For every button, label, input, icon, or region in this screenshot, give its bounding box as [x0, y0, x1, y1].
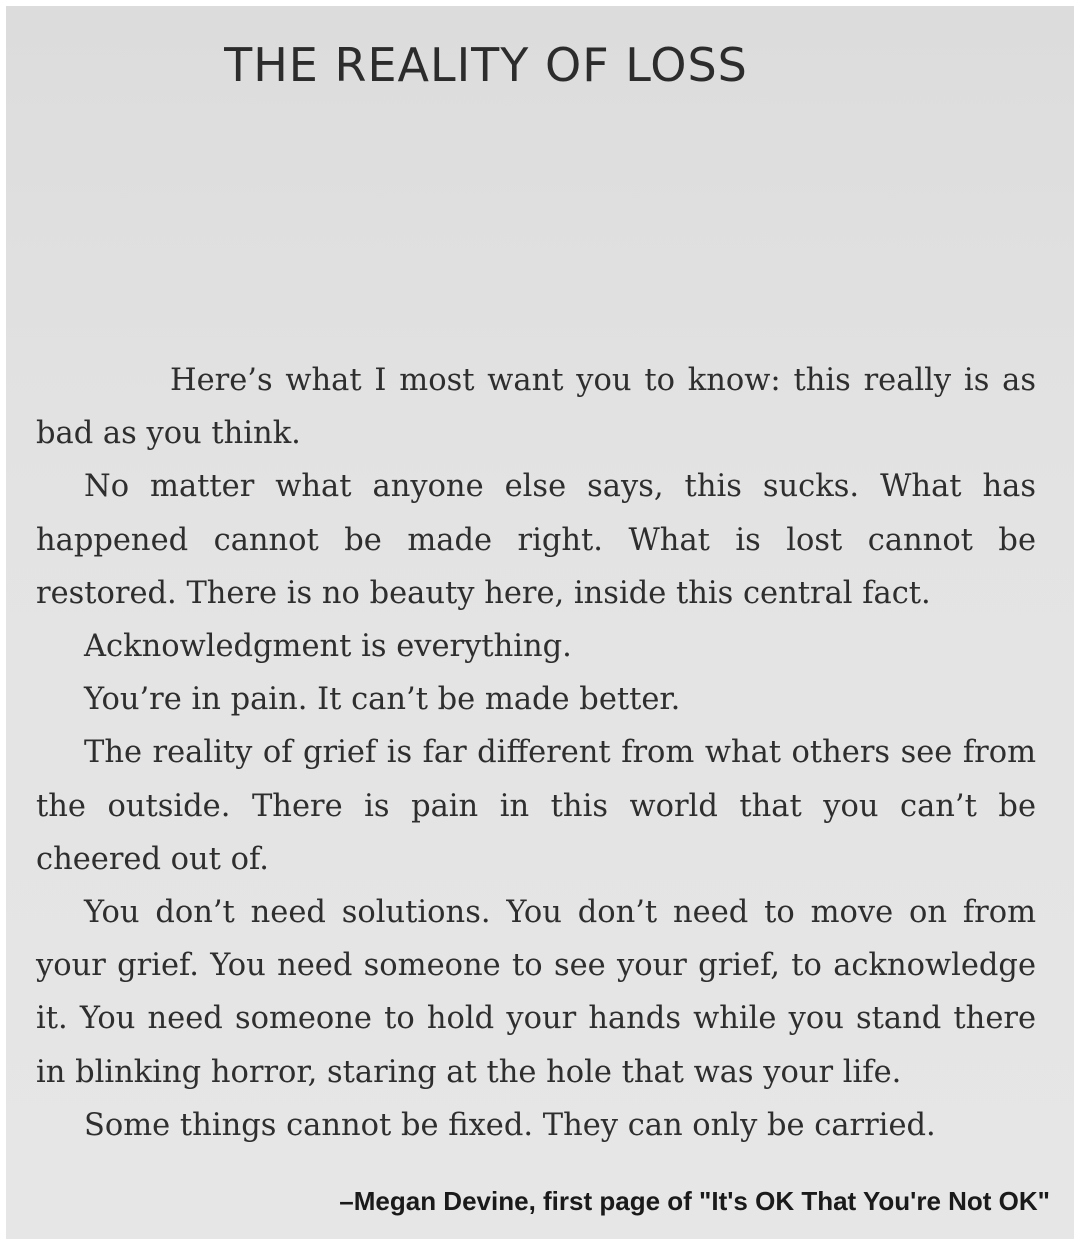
paragraph: Acknowledgment is everything. — [84, 629, 572, 665]
paragraph: You don’t need solutions. You don’t need to move on from your grief. You need someone to see your grief, to acknowledge it. You need someone to hold your hands while you stand there in blinking horror, staring at the hole that was your life. — [36, 895, 1036, 1090]
attribution-caption: –Megan Devine, first page of "It's OK That You're Not OK" — [339, 1186, 1050, 1216]
book-page — [6, 6, 1074, 1239]
paragraph: No matter what anyone else says, this sucks. What has happened cannot be made right. What is lost cannot be restored. There is no beauty here, inside this central fact. — [36, 469, 1036, 611]
paragraph: Some things cannot be fixed. They can only be carried. — [84, 1107, 936, 1143]
paragraph: You’re in pain. It can’t be made better. — [84, 682, 681, 718]
paragraph: The reality of grief is far different from what others see from the outside. There is pain in this world that you can’t be cheered out of. — [36, 735, 1036, 877]
paragraph: Here’s what I most want you to know: this really is as bad as you think. — [36, 363, 1036, 452]
chapter-body — [36, 354, 1036, 1152]
chapter-title: THE REALITY OF LOSS — [224, 38, 748, 92]
